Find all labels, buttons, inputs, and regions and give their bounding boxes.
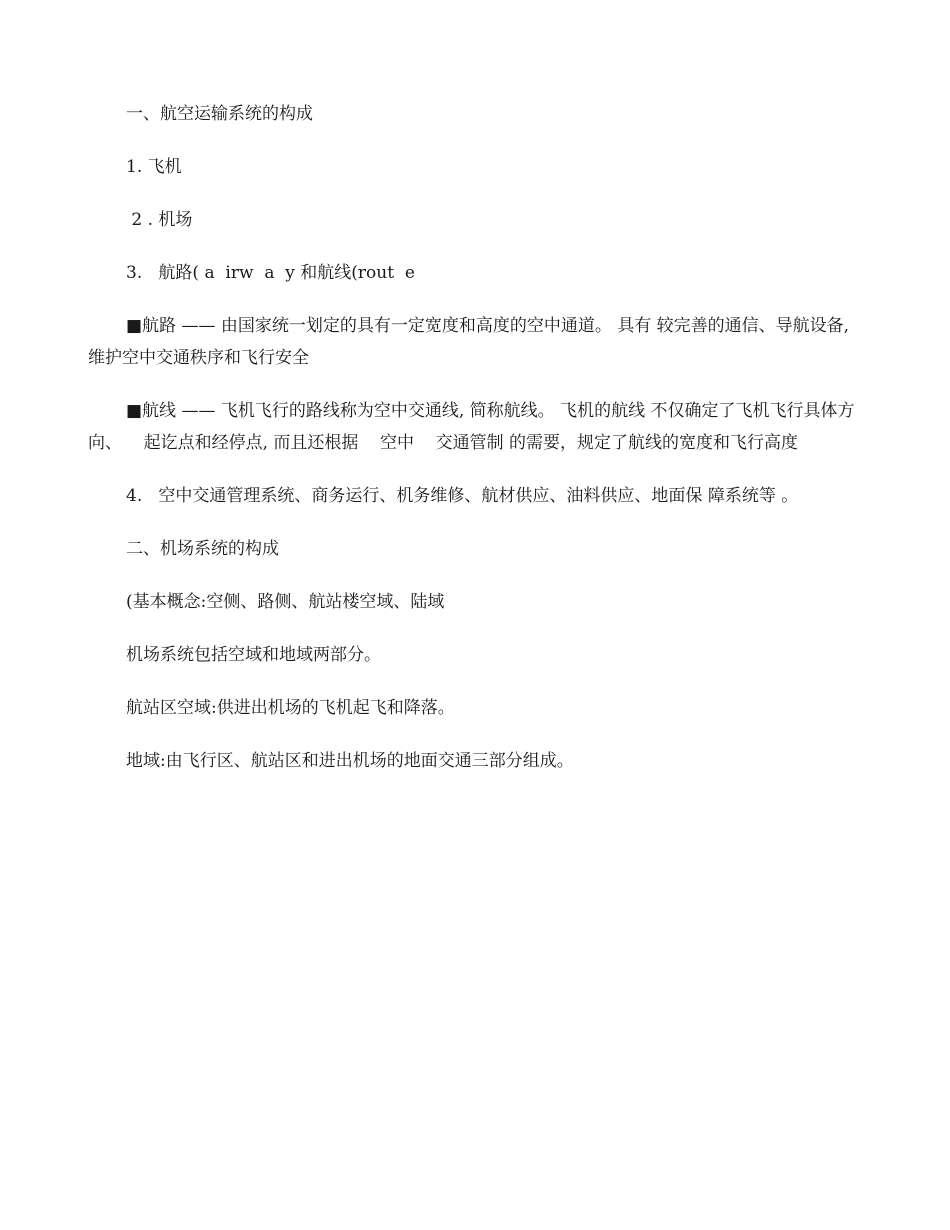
section-heading-airport-system: 二、机场系统的构成 xyxy=(126,539,279,559)
paragraph-basic-concepts: (基本概念:空侧、路侧、航站楼空域、陆域 xyxy=(126,592,445,612)
paragraph-ground-area: 地域:由飞行区、航站区和进出机场的地面交通三部分组成。 xyxy=(126,751,574,771)
document-body xyxy=(88,98,860,798)
paragraph-airport-parts: 机场系统包括空域和地域两部分。 xyxy=(126,645,381,665)
section-heading-air-transport-system: 一、航空运输系统的构成 xyxy=(126,104,313,124)
list-item-airport: 2 . 机场 xyxy=(126,210,193,230)
paragraph-airspace: 航站区空域:供进出机场的飞机起飞和降落。 xyxy=(126,698,455,718)
list-item-airway-route: 3. 航路( a irw a y 和航线(rout e xyxy=(126,263,415,283)
paragraph-airway-definition: ■航路 —— 由国家统一划定的具有一定宽度和高度的空中通道。 具有 较完善的通信、导航设备,维护空中交通秩序和飞行安全 xyxy=(88,316,850,368)
list-item-support-systems: 4. 空中交通管理系统、商务运行、机务维修、航材供应、油料供应、地面保 障系统等 。 xyxy=(126,486,799,506)
list-item-aircraft: 1. 飞机 xyxy=(126,157,182,177)
paragraph-route-definition: ■航线 —— 飞机飞行的路线称为空中交通线, 简称航线。 飞机的航线 不仅确定了飞机飞行具体方向、 起讫点和经停点, 而且还根据 空中 交通管制 的需要，规定了航线的宽度和飞行高度 xyxy=(88,401,855,453)
